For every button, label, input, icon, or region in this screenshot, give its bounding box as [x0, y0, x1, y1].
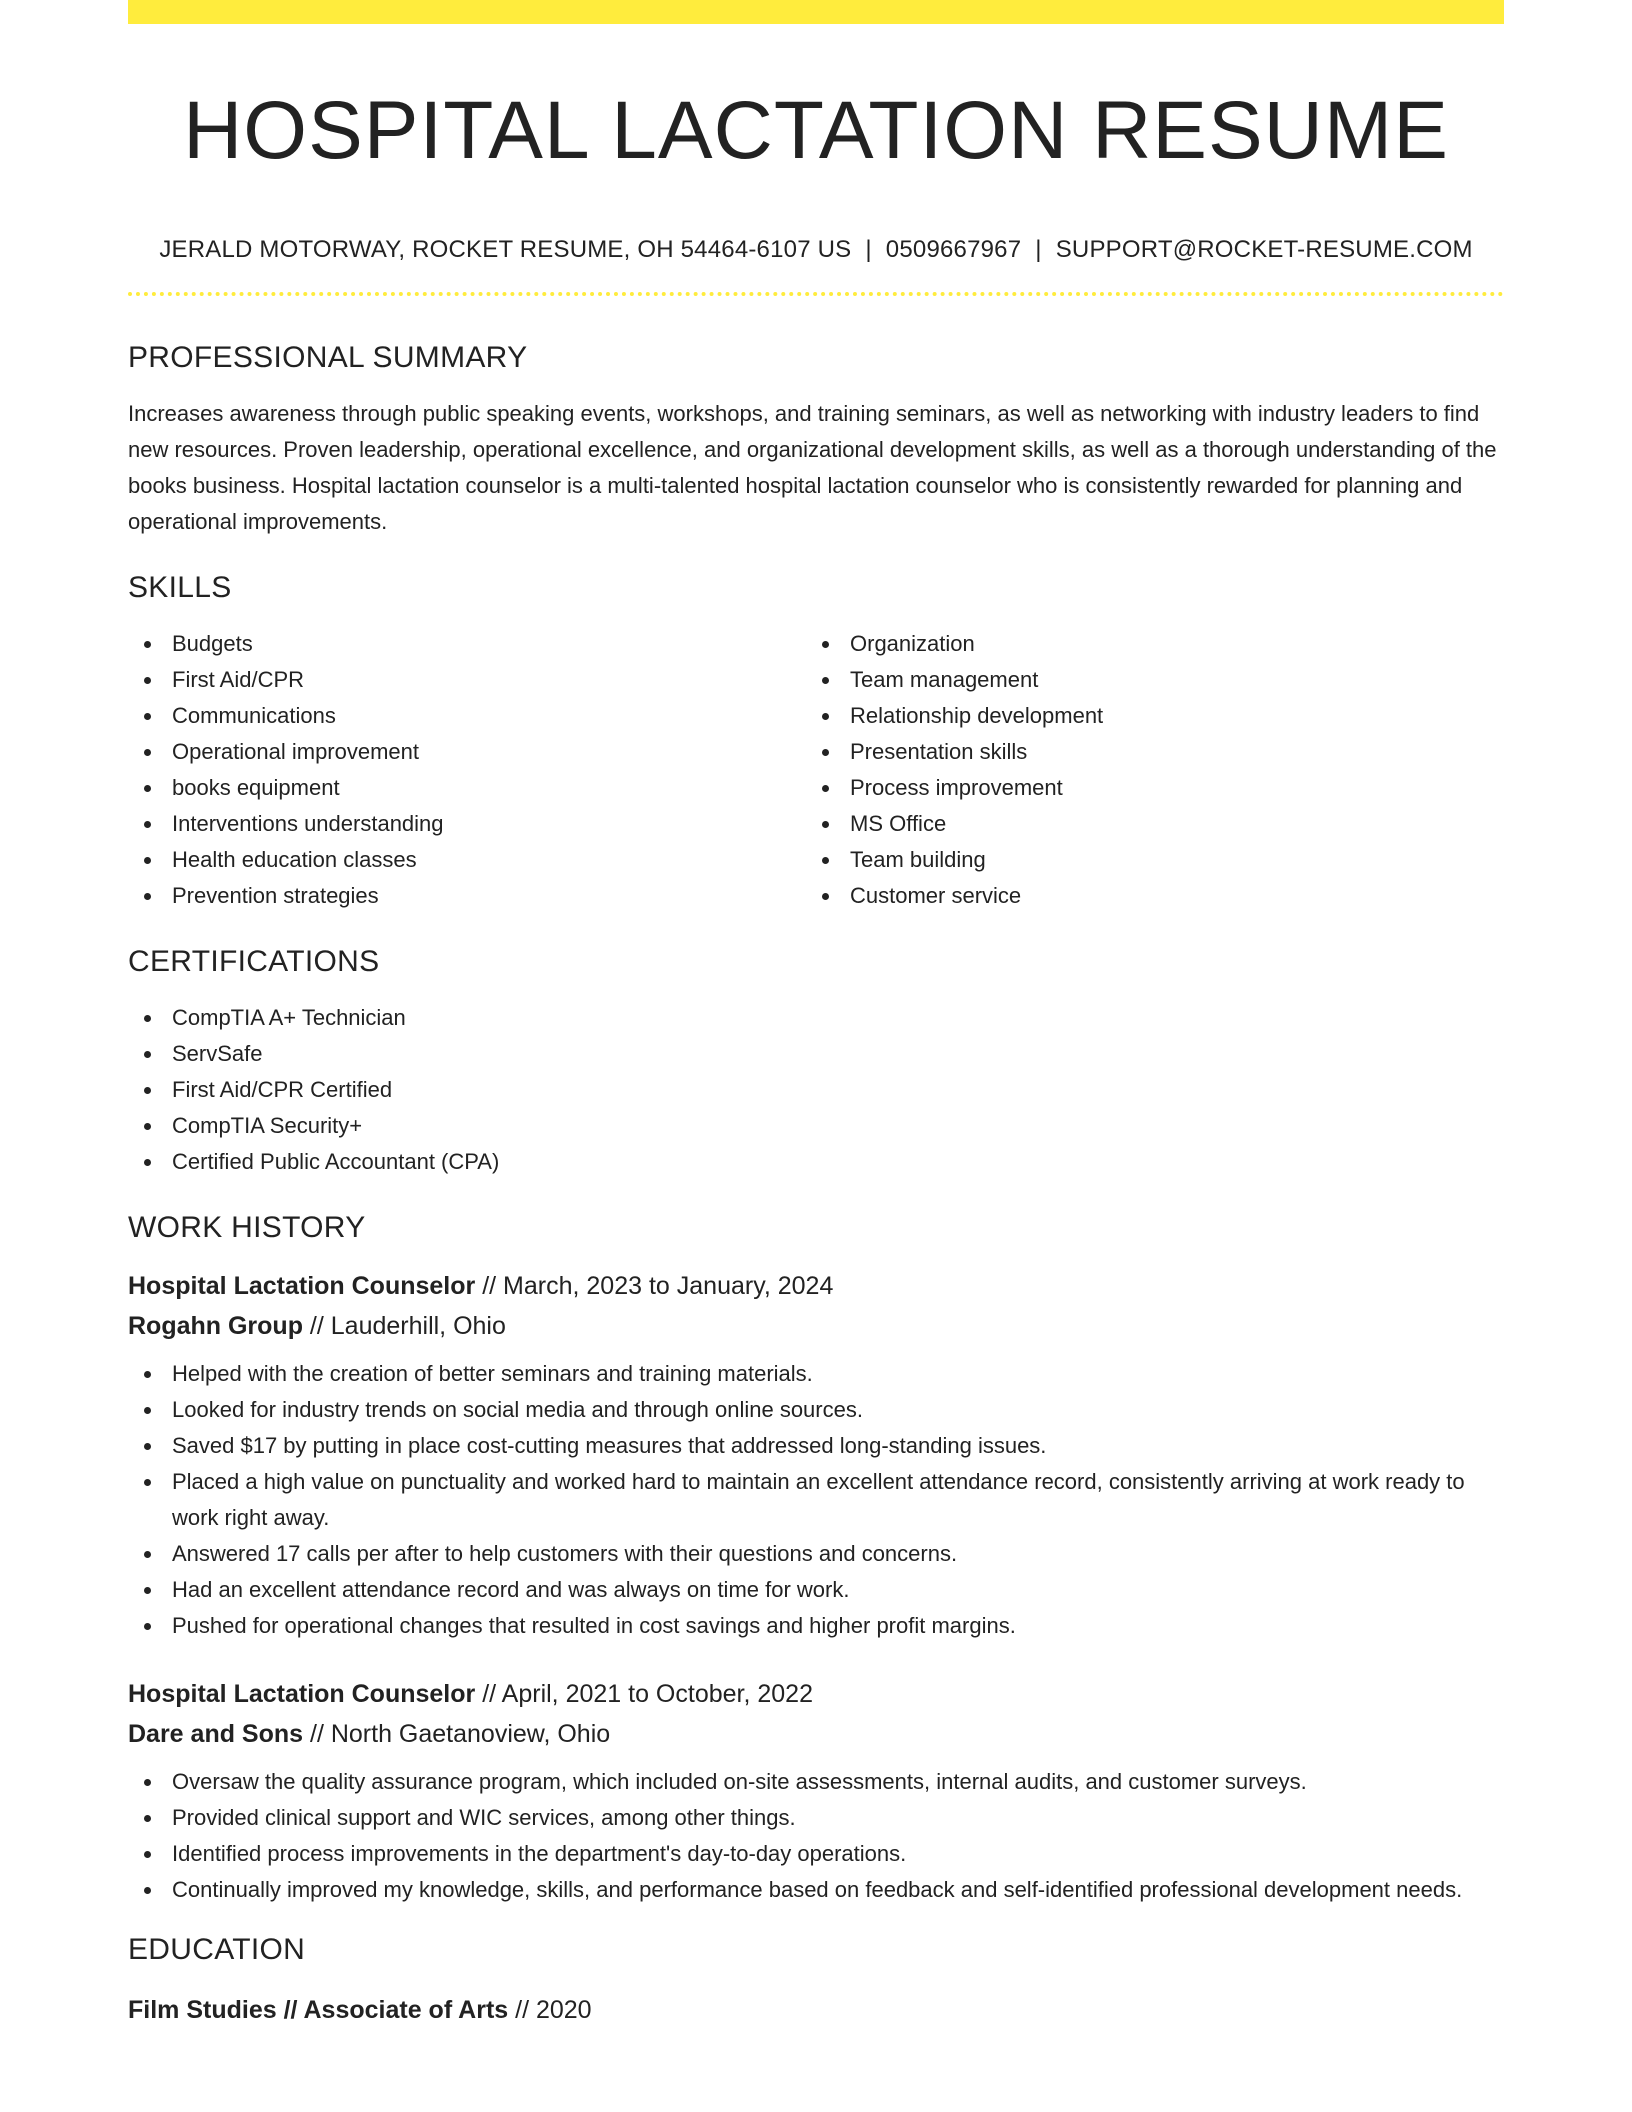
skills-heading: SKILLS [128, 571, 232, 604]
skill-item: Health education classes [128, 842, 806, 878]
skill-item: Prevention strategies [128, 878, 806, 914]
skills-grid [128, 626, 1504, 914]
skill-item: Budgets [128, 626, 806, 662]
contact-separator: | [1035, 236, 1042, 263]
job-duty: Helped with the creation of better seminars and training materials. [128, 1356, 1504, 1392]
education-year: // 2020 [508, 1996, 592, 2024]
job-duty: Continually improved my knowledge, skills, and performance based on feedback and self-identified professional development needs. [128, 1872, 1504, 1908]
skill-item: Organization [806, 626, 1484, 662]
summary-heading: PROFESSIONAL SUMMARY [128, 341, 528, 374]
skill-item: Relationship development [806, 698, 1484, 734]
job-dates: // March, 2023 to January, 2024 [475, 1272, 834, 1300]
job-entry [128, 1266, 1504, 1644]
certifications-heading: CERTIFICATIONS [128, 945, 380, 978]
contact-address: JERALD MOTORWAY, ROCKET RESUME, OH 54464-6107 US [159, 236, 852, 263]
job-duty: Answered 17 calls per after to help customers with their questions and concerns. [128, 1536, 1504, 1572]
job-duties-list [128, 1764, 1504, 1908]
top-accent-bar [128, 0, 1504, 24]
job-duty: Oversaw the quality assurance program, which included on-site assessments, internal audits, and customer surveys. [128, 1764, 1504, 1800]
job-title: Hospital Lactation Counselor [128, 1680, 476, 1708]
skill-item: Team building [806, 842, 1484, 878]
skill-item: First Aid/CPR [128, 662, 806, 698]
contact-separator: | [865, 236, 872, 263]
job-dates: // April, 2021 to October, 2022 [475, 1680, 813, 1708]
skills-list-left [128, 626, 806, 914]
summary-text: Increases awareness through public speaking events, workshops, and training seminars, as well as networking with industry leaders to find new resources. Proven leadership, operational excellence, and organizational development skills, as well as a thorough understanding of the books business. Hospital lactation counselor is a multi-talented hospital lactation counselor who is consistently rewarded for planning and operational improvements. [128, 401, 1497, 534]
certification-item: CompTIA Security+ [128, 1108, 1504, 1144]
certification-item: ServSafe [128, 1036, 1504, 1072]
certification-item: CompTIA A+ Technician [128, 1000, 1504, 1036]
education-degree: Film Studies // Associate of Arts [128, 1996, 509, 2024]
certification-item: First Aid/CPR Certified [128, 1072, 1504, 1108]
job-duty: Saved $17 by putting in place cost-cutting measures that addressed long-standing issues. [128, 1428, 1504, 1464]
contact-phone: 0509667967 [885, 236, 1022, 263]
work-history-heading: WORK HISTORY [128, 1211, 366, 1244]
resume-page [128, 0, 1504, 2030]
skill-item: Communications [128, 698, 806, 734]
contact-line [128, 234, 1504, 266]
skill-item: Team management [806, 662, 1484, 698]
education-heading: EDUCATION [128, 1933, 306, 1966]
job-location: // North Gaetanoview, Ohio [303, 1720, 611, 1748]
skills-list-right [806, 626, 1484, 914]
job-duties-list [128, 1356, 1504, 1644]
job-company-line [128, 1714, 1504, 1754]
contact-email: SUPPORT@ROCKET-RESUME.COM [1055, 236, 1473, 263]
skill-item: Presentation skills [806, 734, 1484, 770]
job-duty: Had an excellent attendance record and was always on time for work. [128, 1572, 1504, 1608]
skill-item: Process improvement [806, 770, 1484, 806]
job-company: Rogahn Group [128, 1312, 303, 1340]
job-company-line [128, 1306, 1504, 1346]
dotted-divider [128, 292, 1504, 296]
job-title: Hospital Lactation Counselor [128, 1272, 476, 1300]
skill-item: Interventions understanding [128, 806, 806, 842]
job-duty: Placed a high value on punctuality and worked hard to maintain an excellent attendance record, consistently arriving at work ready to work right away. [128, 1464, 1504, 1536]
certification-item: Certified Public Accountant (CPA) [128, 1144, 1504, 1180]
job-duty: Identified process improvements in the department's day-to-day operations. [128, 1836, 1504, 1872]
certifications-list [128, 1000, 1504, 1180]
job-duty: Looked for industry trends on social media and through online sources. [128, 1392, 1504, 1428]
job-entry [128, 1674, 1504, 1908]
job-company: Dare and Sons [128, 1720, 304, 1748]
skill-item: MS Office [806, 806, 1484, 842]
job-duty: Pushed for operational changes that resulted in cost savings and higher profit margins. [128, 1608, 1504, 1644]
skill-item: Customer service [806, 878, 1484, 914]
job-duty: Provided clinical support and WIC services, among other things. [128, 1800, 1504, 1836]
resume-title: HOSPITAL LACTATION RESUME [183, 85, 1449, 176]
education-entry [128, 1990, 1504, 2030]
job-location: // Lauderhill, Ohio [302, 1312, 506, 1340]
job-title-line [128, 1674, 1504, 1714]
job-title-line [128, 1266, 1504, 1306]
skill-item: Operational improvement [128, 734, 806, 770]
skill-item: books equipment [128, 770, 806, 806]
